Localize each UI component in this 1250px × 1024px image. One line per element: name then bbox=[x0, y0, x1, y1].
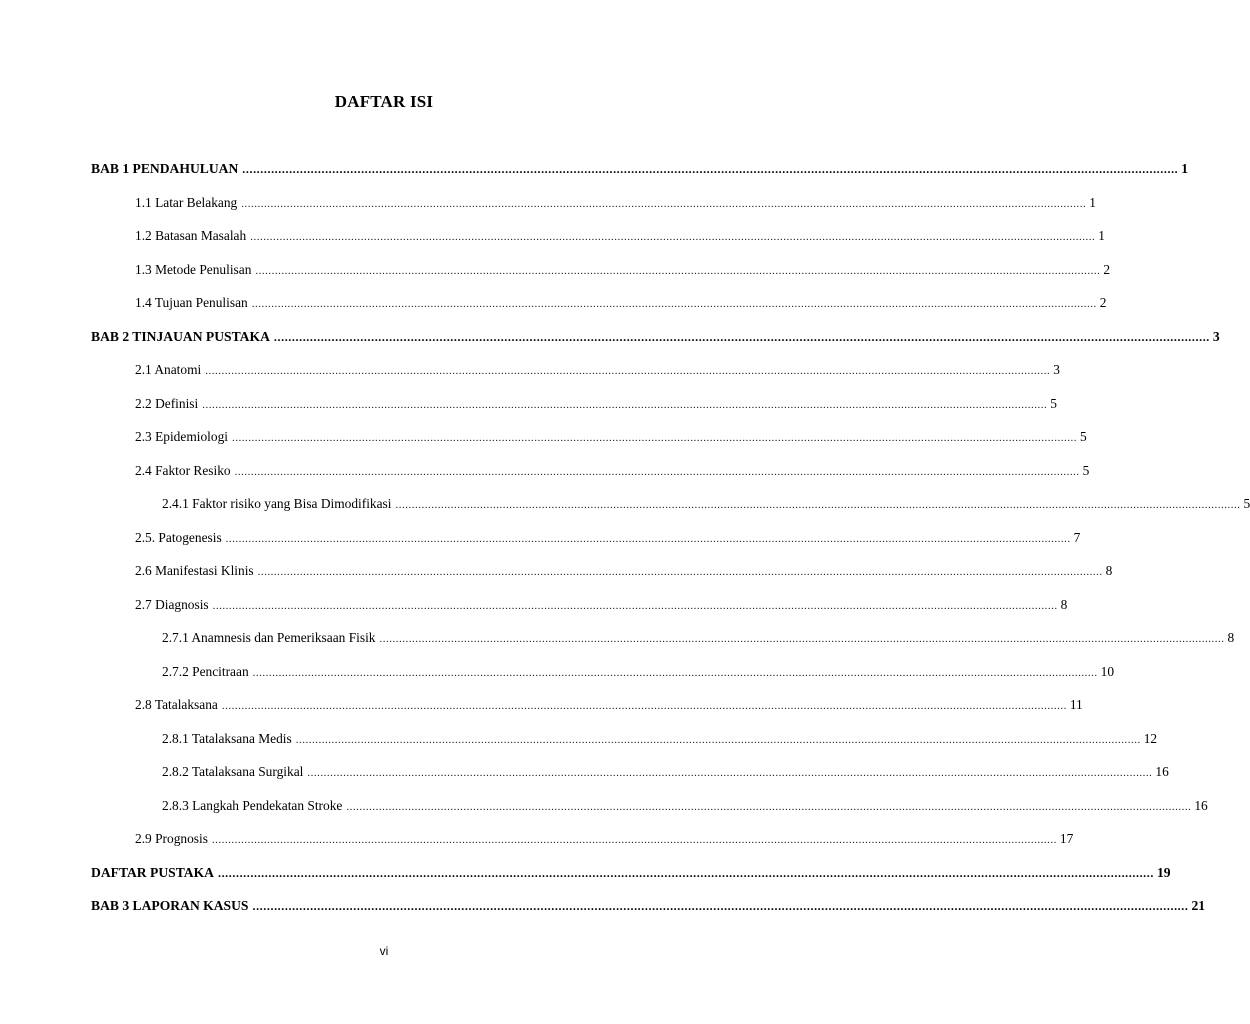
toc-entry-page: 12 bbox=[1143, 731, 1158, 746]
toc-section-entry bbox=[162, 731, 1158, 753]
toc-entry-label: 2.2 Definisi bbox=[135, 396, 199, 411]
toc-section-entry bbox=[135, 697, 1083, 719]
toc-entry-label: 2.6 Manifestasi Klinis bbox=[135, 563, 254, 578]
toc-entry-label: 2.4.1 Faktor risiko yang Bisa Dimodifikasi bbox=[162, 496, 392, 511]
toc-section-entry bbox=[135, 396, 1057, 418]
toc-entry-page: 8 bbox=[1227, 630, 1235, 645]
toc-section-entry bbox=[135, 195, 1096, 217]
toc-section-entry bbox=[135, 262, 1111, 284]
toc-entry-page: 2 bbox=[1103, 262, 1111, 277]
toc-entry-page: 5 bbox=[1082, 463, 1090, 478]
toc-section-entry bbox=[162, 630, 1235, 652]
toc-entry-page: 19 bbox=[1156, 865, 1171, 880]
toc-entry-page: 7 bbox=[1073, 530, 1081, 545]
toc-dot-leader: .................................................................................................................................................................................................................................................................... bbox=[295, 734, 1141, 746]
toc-entry-label: 2.3 Epidemiologi bbox=[135, 429, 228, 444]
toc-entry-page: 5 bbox=[1050, 396, 1057, 411]
toc-entry-page: 17 bbox=[1059, 831, 1074, 846]
page-title: DAFTAR ISI bbox=[334, 92, 434, 111]
toc-section-entry bbox=[135, 362, 1060, 384]
toc-dot-leader: .................................................................................................................................................................................................................................................................... bbox=[217, 866, 1154, 880]
toc-dot-leader: .................................................................................................................................................................................................................................................................... bbox=[231, 432, 1077, 444]
toc-section-entry bbox=[162, 496, 1250, 518]
toc-entry-label: 2.4 Faktor Resiko bbox=[135, 463, 231, 478]
toc-entry-page: 3 bbox=[1053, 362, 1060, 377]
toc-entry-page: 3 bbox=[1212, 329, 1220, 344]
toc-dot-leader: .................................................................................................................................................................................................................................................................... bbox=[273, 330, 1210, 344]
toc-dot-leader: .................................................................................................................................................................................................................................................................... bbox=[202, 399, 1048, 411]
toc-entry-page: 16 bbox=[1194, 798, 1208, 813]
toc-entry-label: 2.7.2 Pencitraan bbox=[162, 664, 249, 679]
toc-entry-page: 1 bbox=[1098, 228, 1105, 243]
toc-entry-page: 2 bbox=[1099, 295, 1107, 310]
toc-section-entry bbox=[135, 429, 1087, 451]
toc-chapter-entry bbox=[91, 898, 1206, 920]
toc-entry-page: 21 bbox=[1191, 898, 1206, 913]
toc-section-entry bbox=[135, 463, 1090, 485]
toc-entry-label: DAFTAR PUSTAKA bbox=[91, 865, 214, 880]
toc-entry-page: 8 bbox=[1060, 597, 1068, 612]
toc-entry-label: BAB 3 LAPORAN KASUS bbox=[91, 898, 249, 913]
toc-dot-leader: .................................................................................................................................................................................................................................................................... bbox=[234, 466, 1080, 478]
toc-entry-label: 2.9 Prognosis bbox=[135, 831, 208, 846]
toc-dot-leader: .................................................................................................................................................................................................................................................................... bbox=[379, 633, 1225, 645]
toc-entry-label: 1.2 Batasan Masalah bbox=[135, 228, 247, 243]
toc-dot-leader: .................................................................................................................................................................................................................................................................... bbox=[212, 600, 1058, 612]
toc-entry-label: BAB 2 TINJAUAN PUSTAKA bbox=[91, 329, 270, 344]
toc-dot-leader: .................................................................................................................................................................................................................................................................... bbox=[307, 767, 1153, 779]
toc-entry-label: 2.8.1 Tatalaksana Medis bbox=[162, 731, 292, 746]
toc-section-entry bbox=[135, 597, 1068, 619]
toc-dot-leader: .................................................................................................................................................................................................................................................................... bbox=[205, 365, 1051, 377]
toc-entry-page: 1 bbox=[1089, 195, 1096, 210]
toc-entry-label: 1.1 Latar Belakang bbox=[135, 195, 238, 210]
toc-chapter-entry bbox=[91, 329, 1220, 351]
toc-entry-page: 5 bbox=[1243, 496, 1250, 511]
page-number: vi bbox=[379, 944, 389, 958]
toc-entry-label: 1.3 Metode Penulisan bbox=[135, 262, 252, 277]
toc-entry-page: 11 bbox=[1069, 697, 1083, 712]
toc-section-entry bbox=[135, 563, 1113, 585]
toc-dot-leader: .................................................................................................................................................................................................................................................................... bbox=[257, 566, 1103, 578]
toc-entry-label: 2.8.2 Tatalaksana Surgikal bbox=[162, 764, 304, 779]
toc-entry-page: 16 bbox=[1155, 764, 1169, 779]
toc-entry-label: 1.4 Tujuan Penulisan bbox=[135, 295, 248, 310]
toc-section-entry bbox=[135, 295, 1107, 317]
toc-entry-label: 2.7.1 Anamnesis dan Pemeriksaan Fisik bbox=[162, 630, 376, 645]
toc-dot-leader: .................................................................................................................................................................................................................................................................... bbox=[255, 265, 1101, 277]
toc-section-entry bbox=[135, 831, 1074, 853]
toc-entry-page: 10 bbox=[1100, 664, 1115, 679]
toc-dot-leader: .................................................................................................................................................................................................................................................................... bbox=[225, 533, 1071, 545]
toc-dot-leader: .................................................................................................................................................................................................................................................................... bbox=[211, 834, 1057, 846]
toc-dot-leader: .................................................................................................................................................................................................................................................................... bbox=[241, 198, 1087, 210]
toc-entry-label: 2.5. Patogenesis bbox=[135, 530, 222, 545]
toc-section-entry bbox=[162, 664, 1115, 686]
toc-dot-leader: .................................................................................................................................................................................................................................................................... bbox=[251, 298, 1097, 310]
toc-entry-page: 8 bbox=[1105, 563, 1113, 578]
toc-dot-leader: .................................................................................................................................................................................................................................................................... bbox=[252, 667, 1098, 679]
toc-entry-label: 2.8.3 Langkah Pendekatan Stroke bbox=[162, 798, 343, 813]
toc-entry-label: BAB 1 PENDAHULUAN bbox=[91, 161, 239, 176]
toc-dot-leader: .................................................................................................................................................................................................................................................................... bbox=[221, 700, 1067, 712]
toc-section-entry bbox=[135, 228, 1105, 250]
toc-entry-page: 5 bbox=[1079, 429, 1087, 444]
toc-section-entry bbox=[135, 530, 1081, 552]
toc-entry-label: 2.7 Diagnosis bbox=[135, 597, 209, 612]
toc-dot-leader: .................................................................................................................................................................................................................................................................... bbox=[250, 231, 1096, 243]
toc-entry-label: 2.8 Tatalaksana bbox=[135, 697, 218, 712]
toc-entry-page: 1 bbox=[1181, 161, 1189, 176]
toc-section-entry bbox=[162, 764, 1169, 786]
toc-chapter-entry bbox=[91, 161, 1189, 183]
toc-dot-leader: .................................................................................................................................................................................................................................................................... bbox=[346, 801, 1192, 813]
toc-section-entry bbox=[162, 798, 1208, 820]
toc-entry-label: 2.1 Anatomi bbox=[135, 362, 202, 377]
toc-chapter-entry bbox=[91, 865, 1171, 887]
toc-dot-leader: .................................................................................................................................................................................................................................................................... bbox=[395, 499, 1241, 511]
toc-dot-leader: .................................................................................................................................................................................................................................................................... bbox=[242, 162, 1179, 176]
toc-dot-leader: .................................................................................................................................................................................................................................................................... bbox=[252, 899, 1189, 913]
